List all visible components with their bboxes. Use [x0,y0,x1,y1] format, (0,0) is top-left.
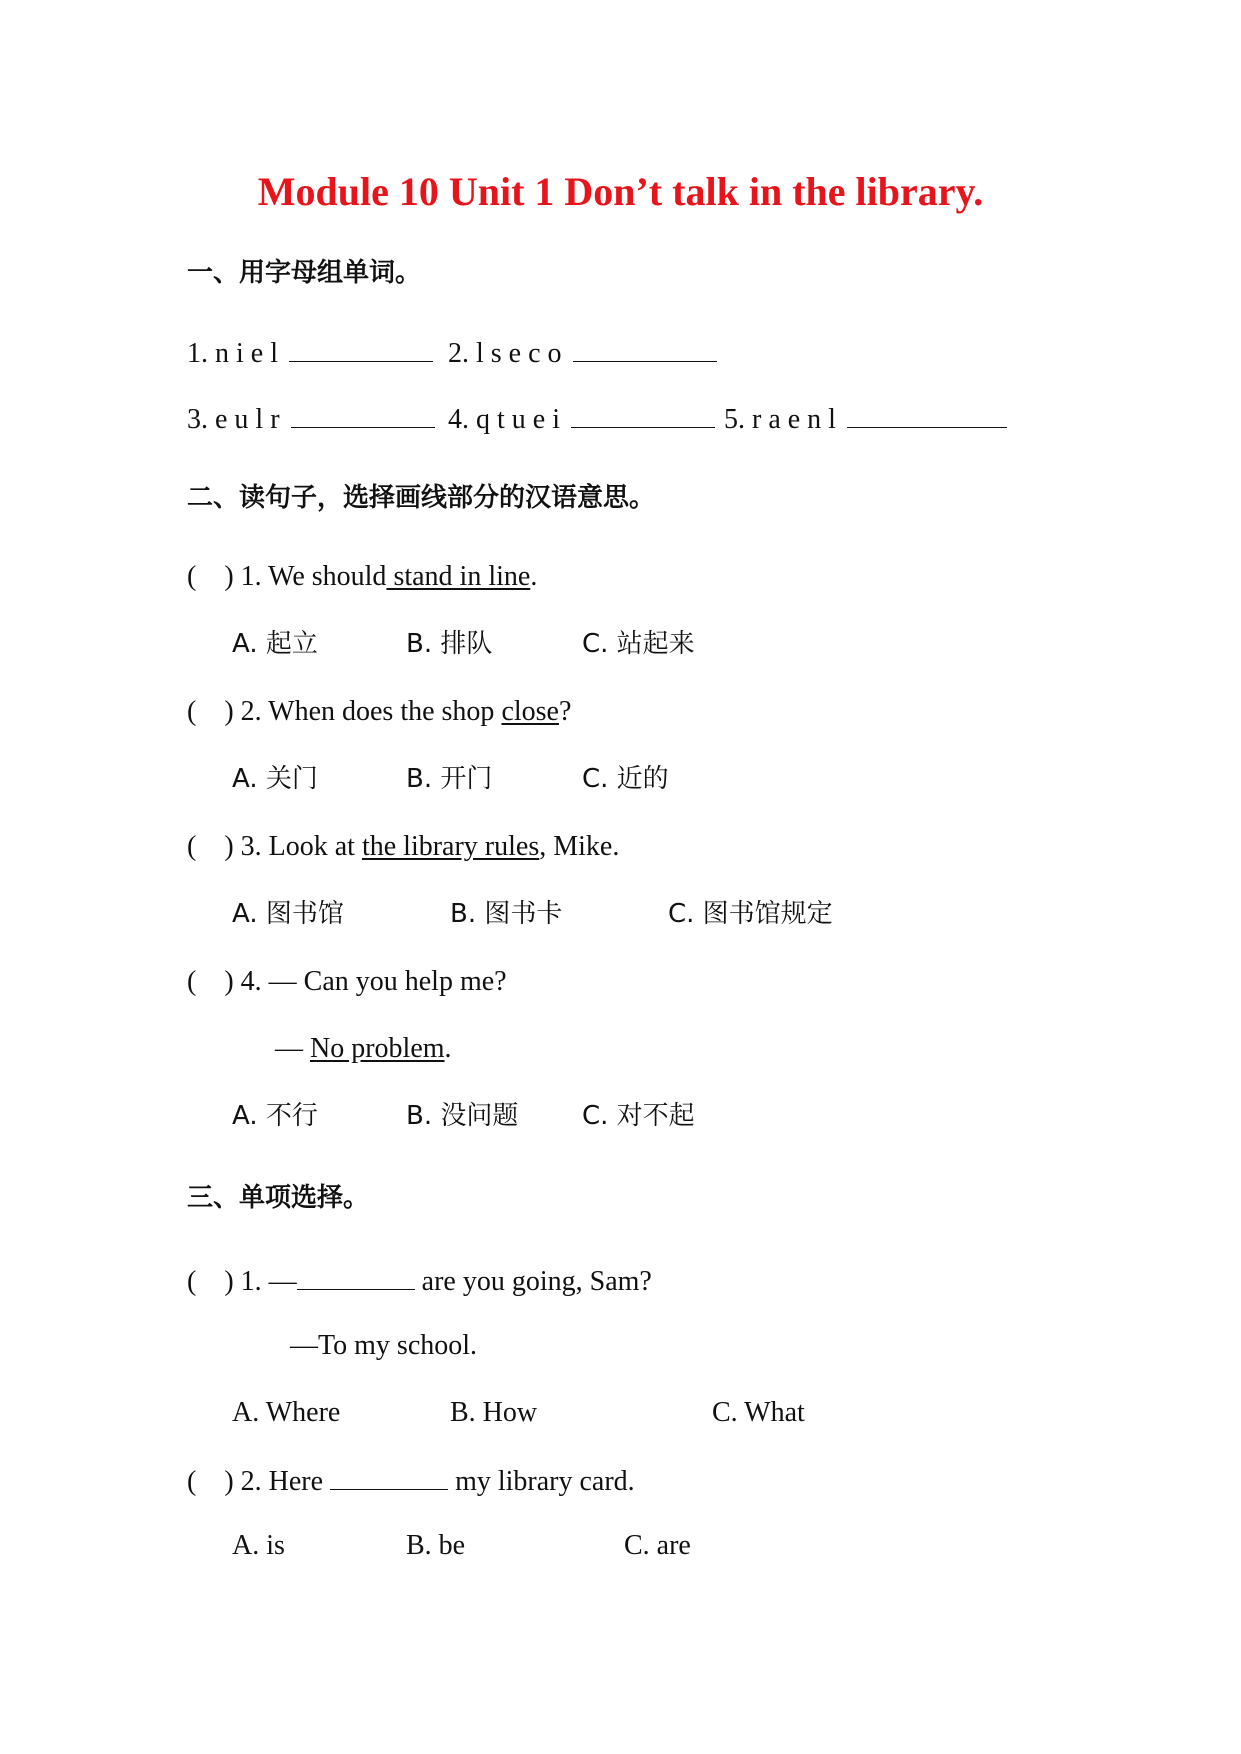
section3-heading: 三、单项选择。 [187,1183,370,1213]
scrambled-letters: q t u e i [476,404,560,435]
question-text: ( ) 3. Look at [187,831,362,862]
unscramble-item-3 [187,401,435,437]
question-2-2 [187,695,571,729]
question-text: ( ) 1. — [187,1266,297,1297]
unscramble-item-4 [448,401,715,437]
question-3-1-reply: —To my school. [290,1330,478,1361]
answer-blank[interactable] [297,1263,415,1290]
question-2-1 [187,560,537,594]
option-c: C. 图书馆规定 [668,899,833,929]
reply-dash: — [275,1033,310,1064]
question-punct: . [444,1033,452,1064]
question-punct: . [530,561,538,592]
item-number: 4. [448,404,469,435]
option-a: A. Where [232,1397,341,1428]
question-text-rest: are you going, Sam? [414,1266,652,1297]
question-text-rest: my library card. [448,1466,635,1497]
option-b: B. 开门 [406,764,493,794]
option-a: A. 起立 [232,629,318,659]
option-b: B. How [450,1397,538,1428]
scrambled-letters: n i e l [215,338,278,369]
option-c: C. What [712,1397,805,1428]
option-a: A. 图书馆 [232,899,344,929]
option-a: A. is [232,1530,285,1561]
underlined-phrase: the library rules [361,831,540,862]
page-title: Module 10 Unit 1 Don’t talk in the library. [257,169,984,214]
section2-heading: 二、读句子，选择画线部分的汉语意思。 [187,483,656,513]
option-a: A. 关门 [232,764,318,794]
question-text: ( ) 2. Here [187,1466,331,1497]
scrambled-letters: e u l r [215,404,280,435]
option-b: B. 图书卡 [450,899,563,929]
option-c: C. 近的 [582,764,669,794]
question-2-3 [187,830,619,864]
scrambled-letters: r a e n l [752,404,836,435]
scrambled-letters: l s e c o [476,338,562,369]
question-3-2 [187,1463,635,1499]
option-b: B. be [406,1530,466,1561]
question-2-4 [187,965,507,999]
question-text: ( ) 4. — Can you help me? [187,966,507,997]
unscramble-item-1 [187,335,433,371]
answer-blank[interactable] [330,1463,448,1490]
question-punct: ? [558,696,572,727]
unscramble-item-5 [724,401,1007,437]
question-text: ( ) 1. We should [187,561,387,592]
option-c: C. 站起来 [582,629,695,659]
option-b: B. 排队 [406,629,493,659]
option-b: B. 没问题 [406,1101,519,1131]
option-c: C. 对不起 [582,1101,695,1131]
item-number: 2. [448,338,469,369]
underlined-phrase: close [501,696,559,727]
section1-heading: 一、用字母组单词。 [187,258,422,288]
unscramble-item-2 [448,335,717,371]
option-c: C. are [624,1530,691,1561]
answer-blank[interactable] [573,335,717,362]
question-3-1 [187,1263,652,1299]
question-2-4-reply [275,1032,452,1066]
item-number: 5. [724,404,745,435]
question-text: ( ) 2. When does the shop [187,696,502,727]
underlined-phrase: stand in line [386,561,531,592]
option-a: A. 不行 [232,1101,318,1131]
item-number: 3. [187,404,208,435]
answer-blank[interactable] [291,401,435,428]
question-punct: , Mike. [539,831,620,862]
answer-blank[interactable] [847,401,1007,428]
answer-blank[interactable] [571,401,715,428]
underlined-phrase: No problem [310,1033,445,1064]
item-number: 1. [187,338,208,369]
answer-blank[interactable] [289,335,433,362]
